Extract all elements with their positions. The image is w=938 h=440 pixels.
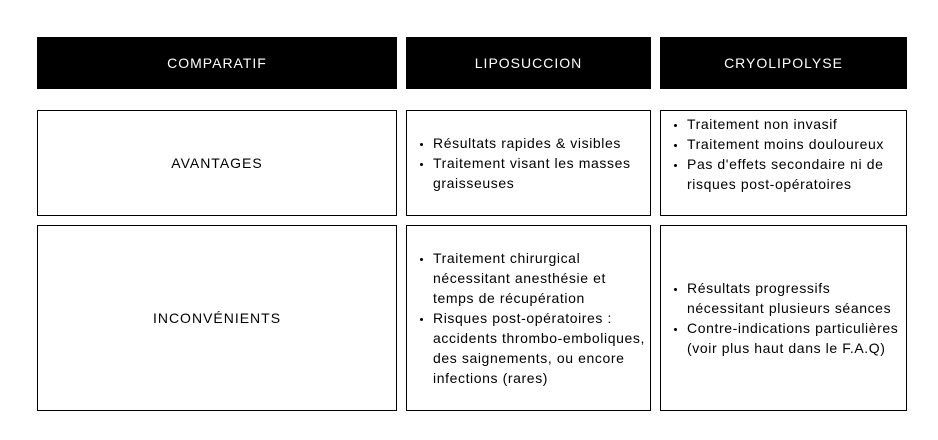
row-avantages-label: AVANTAGES <box>171 155 263 171</box>
header-cryolipolyse-label: CRYOLIPOLYSE <box>724 55 843 71</box>
list-item: • Résultats progressifs nécessitant plusieurs séances <box>687 278 906 318</box>
list-item: • Traitement chirurgical nécessitant anesthésie et temps de récupération <box>433 248 650 308</box>
avantages-liposuccion-list <box>415 133 650 193</box>
row-inconvenients-label-cell <box>37 225 397 411</box>
header-cryolipolyse <box>660 37 907 89</box>
row-inconvenients-label: INCONVÉNIENTS <box>152 310 282 326</box>
row-avantages-liposuccion-cell <box>406 110 651 216</box>
list-item: • Résultats rapides & visibles <box>433 133 650 153</box>
list-item: • Traitement visant les masses graisseuses <box>433 153 650 193</box>
header-comparatif-label: COMPARATIF <box>167 55 267 71</box>
header-liposuccion <box>406 37 651 89</box>
row-inconvenients-liposuccion-cell <box>406 225 651 411</box>
row-avantages-label-cell <box>37 110 397 216</box>
inconvenients-liposuccion-list <box>415 248 650 388</box>
list-item: • Pas d'effets secondaire ni de risques post-opératoires <box>687 154 906 194</box>
avantages-cryolipolyse-list <box>669 114 906 194</box>
list-item: • Contre-indications particulières (voir plus haut dans le F.A.Q) <box>687 318 906 358</box>
inconvenients-cryolipolyse-list <box>669 278 906 358</box>
row-inconvenients-cryolipolyse-cell <box>660 225 907 411</box>
list-item: • Traitement non invasif <box>687 114 906 134</box>
list-item: • Traitement moins douloureux <box>687 134 906 154</box>
row-avantages-cryolipolyse-cell <box>660 110 907 216</box>
header-liposuccion-label: LIPOSUCCION <box>474 55 583 71</box>
list-item: • Risques post-opératoires : accidents thrombo-emboliques, des saignements, ou encore infections (rares) <box>433 308 650 388</box>
header-comparatif <box>37 37 397 89</box>
